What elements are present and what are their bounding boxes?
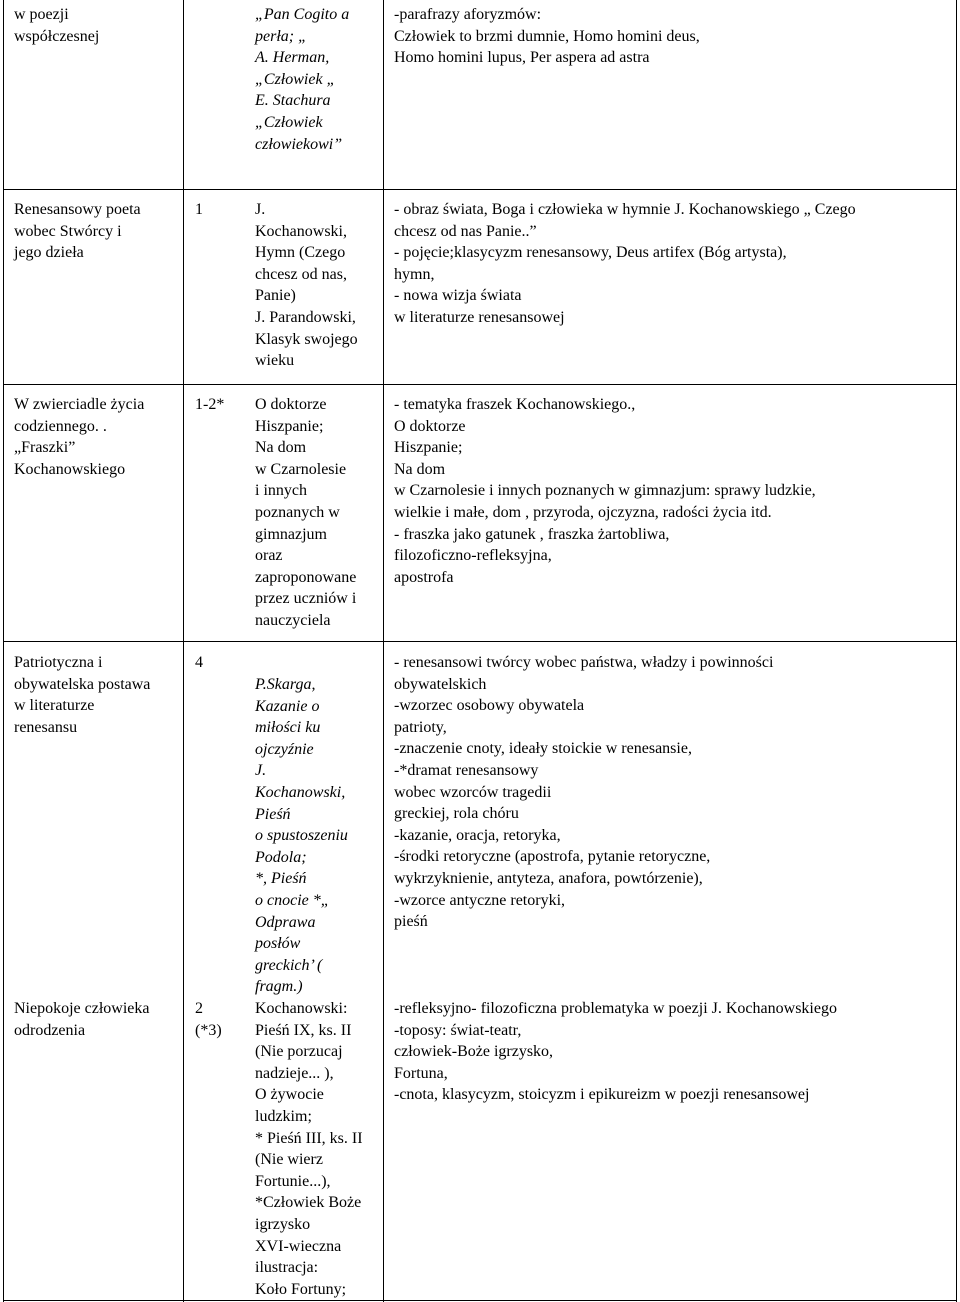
row-divider xyxy=(3,384,957,385)
column-divider-1 xyxy=(183,0,184,1302)
content-text: -parafrazy aforyzmów: Człowiek to brzmi dumnie, Homo homini deus, Homo homini lupus, Per aspera ad astra xyxy=(394,6,700,67)
table-border-bottom xyxy=(3,1300,957,1301)
topic-cell: W zwierciadle życia codziennego. . „Fraszki” Kochanowskiego xyxy=(14,396,145,478)
topic-cell: w poezji współczesnej xyxy=(14,6,100,45)
texts-cell: J. Kochanowski, Hymn (Czego chcesz od nas, Panie) J. Parandowski, Klasyk swojego wieku xyxy=(255,201,358,370)
texts-cell: Kochanowski: Pieśń IX, ks. II (Nie porzucaj nadzieje... ), O żywocie ludzkim; * Pieśń III, ks. II (Nie wierz Fortunie...), *Człowiek Boże igrzysko XVI-wieczna ilustracja: Koło Fortuny; xyxy=(255,1000,363,1298)
number-cell: 1 xyxy=(195,201,203,218)
number-cell: 4 xyxy=(195,654,203,671)
number-cell: 2 (*3) xyxy=(195,1000,222,1039)
row-divider xyxy=(3,189,957,190)
content-cell xyxy=(394,4,949,69)
row-divider xyxy=(3,641,957,642)
topic-cell: Renesansowy poeta wobec Stwórcy i jego dzieła xyxy=(14,201,141,262)
texts-cell: „Pan Cogito a perła; „ A. Herman, „Człowiek „ E. Stachura „Człowiek człowiekowi” xyxy=(255,6,350,153)
texts-cell: P.Skarga, Kazanie o miłości ku ojczyźnie J. Kochanowski, Pieśń o spustoszeniu Podola; *, Pieśń o cnocie *„ Odprawa posłów greckich’ ( fragm.) xyxy=(255,676,348,996)
content-cell: - obraz świata, Boga i człowieka w hymnie J. Kochanowskiego „ Czego chcesz od nas Panie..” - pojęcie;klasycyzm renesansowy, Deus artifex (Bóg artysta), hymn, - nowa wizja świata w literaturze renesansowej xyxy=(394,201,856,326)
table-border-right xyxy=(956,0,957,1302)
texts-cell: O doktorze Hiszpanie; Na dom w Czarnolesie i innych poznanych w gimnazjum oraz zaproponowane przez uczniów i nauczyciela xyxy=(255,396,357,629)
content-cell: - renesansowi twórcy wobec państwa, władzy i powinności obywatelskich -wzorzec osobowy obywatela patrioty, -znaczenie cnoty, ideały stoickie w renesansie, -*dramat renesansowy wobec wzorców tragedii greckiej, rola chóru -kazanie, oracja, retoryka, -środki retoryczne (apostrofa, pytanie retoryczne, wykrzyknienie, antyteza, anafora, powtórzenie), -wzorce antyczne retoryki, pieśń xyxy=(394,654,774,931)
column-divider-2 xyxy=(383,0,384,1302)
table-border-left xyxy=(3,0,4,1302)
topic-cell: Patriotyczna i obywatelska postawa w literaturze renesansu xyxy=(14,654,151,736)
content-cell: -refleksyjno- filozoficzna problematyka w poezji J. Kochanowskiego -toposy: świat-teatr, człowiek-Boże igrzysko, Fortuna, -cnota, klasycyzm, stoicyzm i epikureizm w poezji renesansowej xyxy=(394,1000,837,1104)
number-cell: 1-2* xyxy=(195,396,225,413)
topic-cell: Niepokoje człowieka odrodzenia xyxy=(14,1000,150,1039)
content-cell: - tematyka fraszek Kochanowskiego., O doktorze Hiszpanie; Na dom w Czarnolesie i innych poznanych w gimnazjum: sprawy ludzkie, wielkie i małe, dom , przyroda, ojczyzna, radości życia itd. - fraszka jako gatunek , fraszka żartobliwa, filozoficzno-refleksyjna, apostrofa xyxy=(394,396,816,586)
